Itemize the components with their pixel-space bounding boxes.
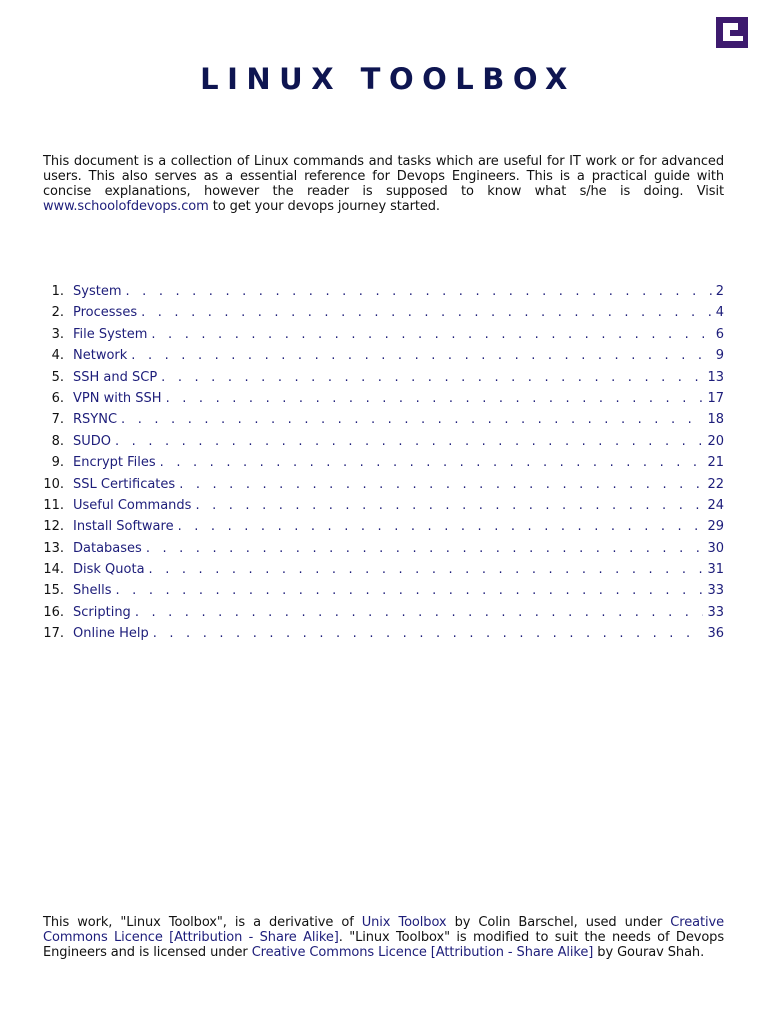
toc-number: 6.: [51, 390, 64, 406]
toc-entry[interactable]: [40, 388, 724, 409]
toc-page-number[interactable]: 6: [715, 326, 724, 342]
toc-number: 9.: [51, 455, 64, 471]
toc-link[interactable]: File System: [73, 326, 148, 342]
intro-text-after: to get your devops journey started.: [212, 199, 440, 214]
schoolofdevops-link[interactable]: www.schoolofdevops.com: [43, 199, 209, 214]
toc-number: 17.: [43, 626, 64, 642]
toc-number: 11.: [43, 497, 64, 513]
toc-number: 10.: [43, 476, 64, 492]
toc-link[interactable]: Processes: [73, 305, 138, 321]
toc-entry[interactable]: [40, 302, 724, 323]
toc-link[interactable]: Shells: [73, 583, 112, 599]
toc-page-number[interactable]: 36: [707, 626, 724, 642]
toc-entry[interactable]: [40, 452, 724, 473]
toc-link[interactable]: Scripting: [73, 604, 131, 620]
toc-link[interactable]: SSH and SCP: [73, 369, 158, 385]
toc-page-number[interactable]: 33: [707, 604, 724, 620]
toc-link[interactable]: System: [73, 284, 122, 299]
toc-leader-dots: [153, 623, 704, 644]
toc-entry[interactable]: [40, 474, 724, 495]
toc-number: 12.: [43, 519, 64, 535]
toc-link[interactable]: Network: [73, 348, 128, 364]
toc-page-number[interactable]: 21: [707, 455, 724, 471]
toc-leader-dots: [160, 452, 704, 473]
toc-page-number[interactable]: 20: [707, 433, 724, 449]
toc-leader-dots: [131, 345, 711, 366]
toc-page-number[interactable]: 4: [715, 305, 724, 321]
toc-entry[interactable]: [40, 580, 724, 601]
toc-link[interactable]: SUDO: [73, 433, 112, 449]
toc-link[interactable]: RSYNC: [73, 412, 118, 428]
toc-number: 4.: [51, 348, 64, 364]
intro-text: This document is a collection of Linux commands and tasks which are useful for IT work or for advanced users. This also serves as a essential reference for Devops Engineers. This is a practical guide with concise explanations, however the reader is supposed to know what s/he is doing. Visit: [43, 154, 724, 199]
toc-link[interactable]: Install Software: [73, 519, 174, 535]
toc-entry[interactable]: [40, 409, 724, 430]
toc-entry[interactable]: [40, 495, 724, 516]
toc-page-number[interactable]: 9: [715, 348, 724, 364]
toc-entry[interactable]: [40, 431, 724, 452]
toc-page-number[interactable]: 29: [707, 519, 724, 535]
toc-number: 2.: [51, 305, 64, 321]
footer-text: . "Linux Toolbox" is modified to suit the needs of Devops Engineers and is licensed under: [43, 930, 724, 960]
toc-leader-dots: [116, 580, 704, 601]
toc-link[interactable]: Disk Quota: [73, 562, 145, 578]
toc-page-number[interactable]: 17: [707, 390, 724, 406]
toc-link[interactable]: VPN with SSH: [73, 390, 162, 406]
toc-entry[interactable]: [40, 281, 724, 302]
toc-leader-dots: [125, 281, 711, 302]
toc-page-number[interactable]: 2: [715, 284, 724, 299]
toc-link[interactable]: Online Help: [73, 626, 149, 642]
page-title: LINUX TOOLBOX: [200, 62, 576, 96]
toc-entry[interactable]: [40, 345, 724, 366]
footer-text: by Gourav Shah.: [597, 945, 705, 960]
toc-number: 13.: [43, 540, 64, 556]
toc-leader-dots: [146, 538, 704, 559]
toc-number: 15.: [43, 583, 64, 599]
toc-leader-dots: [178, 516, 704, 537]
toc-leader-dots: [135, 602, 704, 623]
toc-link[interactable]: SSL Certificates: [73, 476, 176, 492]
toc-page-number[interactable]: 30: [707, 540, 724, 556]
toc-entry[interactable]: [40, 602, 724, 623]
toc-link[interactable]: Databases: [73, 540, 142, 556]
toc-leader-dots: [195, 495, 703, 516]
toc-number: 16.: [43, 604, 64, 620]
bookmark-logo-icon: [716, 17, 748, 48]
toc-entry[interactable]: [40, 538, 724, 559]
toc-leader-dots: [121, 409, 703, 430]
toc-leader-dots: [166, 388, 704, 409]
toc-page-number[interactable]: 22: [707, 476, 724, 492]
toc-leader-dots: [151, 324, 711, 345]
toc-entry[interactable]: [40, 516, 724, 537]
toc-number: 8.: [51, 433, 64, 449]
toc-number: 5.: [51, 369, 64, 385]
toc-leader-dots: [161, 367, 703, 388]
unix-toolbox-link[interactable]: Unix Toolbox: [361, 915, 447, 930]
creative-commons-link[interactable]: Creative Commons Licence [Attribution - Share Alike]: [43, 915, 724, 945]
footer-text: by Colin Barschel, used under: [454, 915, 663, 930]
toc-entry[interactable]: [40, 367, 724, 388]
toc-entry[interactable]: [40, 559, 724, 580]
table-of-contents: [40, 281, 724, 645]
toc-number: 7.: [51, 412, 64, 428]
toc-leader-dots: [149, 559, 704, 580]
toc-page-number[interactable]: 31: [707, 562, 724, 578]
toc-number: 1.: [51, 284, 64, 299]
intro-paragraph: [43, 154, 724, 214]
footer-text: This work, "Linux Toolbox", is a derivative of: [43, 915, 354, 930]
toc-leader-dots: [179, 474, 703, 495]
toc-page-number[interactable]: 18: [707, 412, 724, 428]
license-footer: [43, 915, 724, 960]
creative-commons-link[interactable]: Creative Commons Licence [Attribution - Share Alike]: [251, 945, 594, 960]
toc-entry[interactable]: [40, 623, 724, 644]
toc-link[interactable]: Encrypt Files: [73, 455, 156, 471]
toc-number: 14.: [43, 562, 64, 578]
toc-page-number[interactable]: 24: [707, 497, 724, 513]
toc-page-number[interactable]: 33: [707, 583, 724, 599]
toc-leader-dots: [141, 302, 712, 323]
toc-leader-dots: [115, 431, 703, 452]
toc-link[interactable]: Useful Commands: [73, 497, 192, 513]
toc-entry[interactable]: [40, 324, 724, 345]
toc-page-number[interactable]: 13: [707, 369, 724, 385]
toc-number: 3.: [51, 326, 64, 342]
